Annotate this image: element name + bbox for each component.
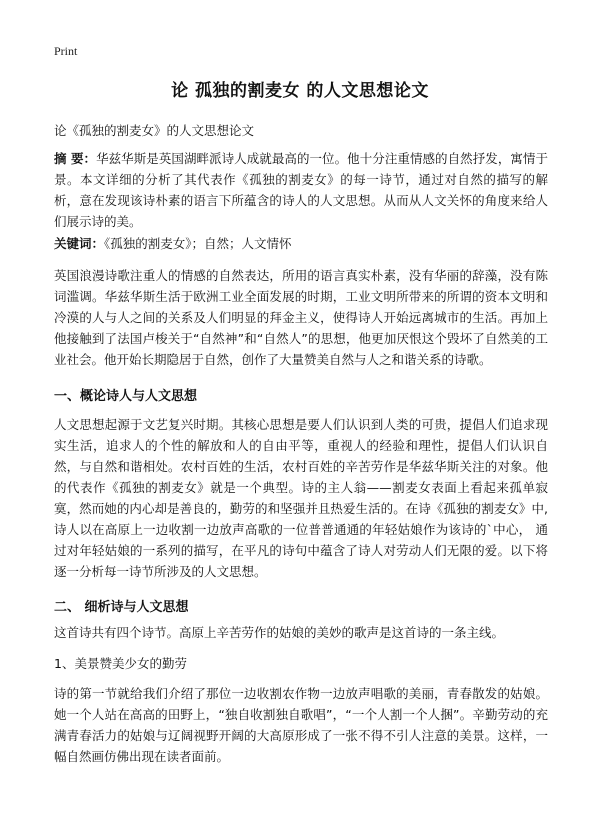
abstract-paragraph	[54, 148, 548, 232]
section2-paragraph: 这首诗共有四个诗节。高原上辛苦劳作的姑娘的美妙的歌声是这首诗的一条主线。	[54, 625, 505, 640]
print-link[interactable]: Print	[54, 44, 78, 58]
page-title: 论 孤独的割麦女 的人文思想论文	[171, 81, 429, 101]
section2-heading: 二、 细析诗与人文思想	[54, 600, 189, 615]
keywords-paragraph	[54, 233, 548, 254]
section1-paragraph: 人文思想起源于文艺复兴时期。其核心思想是要人们认识到人类的可贵，提倡人们追求现实生活，追求人的个性的解放和人的自由平等，重视人的经验和理性，提倡人们认识自然，与自然和谐相处。农村百姓的生活，农村百姓的辛苦劳作是华兹华斯关注的对象。他的代表作《孤独的割麦女》就是一个典型。诗的主人翁——割麦女表面上看起来孤单寂寞，然而她的内心却是善良的，勤劳的和坚强并且热爱生活的。在诗《孤独的割麦女》中,诗人以在高原上一边收割一边放声高歌的一位普普通通的年轻姑娘作为该诗的`中心， 通过对年轻姑娘的一系列的描写，在平凡的诗句中蕴含了诗人对劳动人们无限的爱。以下将逐一分析每一诗节所涉及的人文思想。	[54, 417, 548, 579]
subsection1-paragraph: 诗的第一节就给我们介绍了那位一边收割农作物一边放声唱歌的美丽，青春散发的姑娘。她一个人站在高高的田野上，“独自收割独自歌唱”，“一个人割一个人捆”。辛勤劳动的充满青春活力的姑娘与辽阔视野开阔的大高原形成了一张不得不引人注意的美景。这样，一幅自然画仿佛出现在读者面前。	[54, 686, 548, 764]
keywords-label: 关键词：	[54, 236, 105, 251]
intro-paragraph: 英国浪漫诗歌注重人的情感的自然表达，所用的语言真实朴素，没有华丽的辞藻，没有陈词滥调。华兹华斯生活于欧洲工业全面发展的时期，工业文明所带来的所谓的资本文明和冷漠的人与人之间的关系及人们明显的拜金主义，使得诗人开始远离城市的生活。再加上他接触到了法国卢梭关于“自然神”和“自然人”的思想，他更加厌恨这个毁坏了自然美的工业社会。他开始长期隐居于自然，创作了大量赞美自然与人之和谐关系的诗歌。	[54, 268, 548, 367]
subtitle: 论《孤独的割麦女》的人文思想论文	[54, 123, 255, 138]
section1-heading: 一、概论诗人与人文思想	[54, 389, 198, 404]
abstract-label: 摘 要：	[54, 151, 97, 166]
subsection1-heading: 1、美景赞美少女的勤劳	[54, 656, 187, 671]
abstract-text: 华兹华斯是英国湖畔派诗人成就最高的一位。他十分注重情感的自然抒发，寓情于景。本文详细的分析了其代表作《孤独的割麦女》的每一诗节，通过对自然的描写的解析，意在发现该诗朴素的语言下所蕴含的诗人的人文思想。从而从人文关怀的角度来给人们展示诗的美。	[54, 151, 548, 229]
keywords-text: 《孤独的割麦女》；自然；人文情怀	[104, 236, 292, 251]
